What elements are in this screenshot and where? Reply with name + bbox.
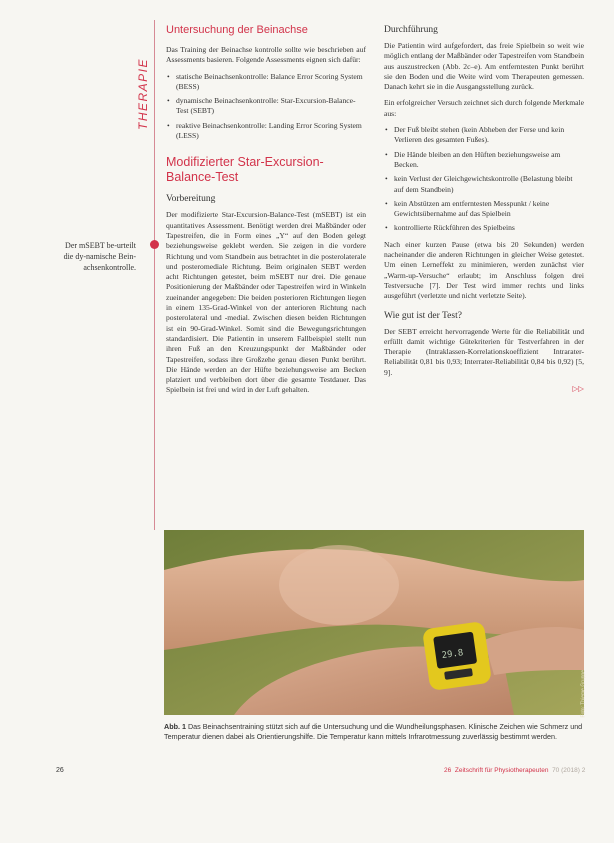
journal-year: 70 (2018) 2	[552, 767, 586, 774]
column-left	[166, 24, 366, 402]
heading-beinachse: Untersuchung der Beinachse	[166, 24, 308, 36]
heading-msebt: Modifizierter Star-Excursion-Balance-Test	[166, 155, 324, 185]
heading-durchfuehrung: Durchführung	[384, 25, 438, 35]
device-display: 29.8	[441, 648, 465, 662]
photo-illustration	[164, 530, 586, 718]
criteria-list	[384, 125, 584, 234]
assessment-list	[166, 72, 366, 142]
caption-label: Abb. 1	[164, 722, 186, 731]
list-item: • kein Abstützen am entferntesten Messpunkt / keine Gewichtsübernahme auf das Spielbein	[394, 199, 584, 220]
list-item: • kontrollierte Rückführen des Spielbeins	[394, 223, 584, 233]
margin-note: Der mSEBT be-urteilt die dy-namische Bein-achsenkontrolle.	[63, 241, 136, 272]
list-item: • Der Fuß bleibt stehen (kein Abheben der Ferse und kein Verlieren des gesamten Fußes).	[394, 125, 584, 146]
marker-dot	[150, 240, 159, 249]
footer-page: 26	[444, 767, 452, 774]
list-item: • reaktive Beinachsenkontrolle: Landing Error Scoring System (LESS)	[176, 121, 366, 142]
footer-journal	[444, 767, 585, 774]
figure-photo	[164, 530, 586, 718]
photo-credit: Foto: Thieme Gruppe	[580, 670, 586, 718]
paragraph: Ein erfolgreicher Versuch zeichnet sich durch folgende Merkmale aus:	[384, 98, 584, 118]
paragraph: Der SEBT erreicht hervorragende Werte für die Reliabilität und erfüllt damit wichtige Gütekriterien für Testverfahren in der Therapie (Intraklassen-Korrelationskoeffizient Intrarater-Reliabilität 0,81 bis 0,93; Interrater-Reliabilität 0,84 bis 0,92) [5, 9].	[384, 326, 584, 377]
column-right	[384, 24, 584, 394]
paragraph: Nach einer kurzen Pause (etwa bis 20 Sekunden) werden nacheinander die anderen Richtungen in gleicher Weise getestet. Um einen Lerneffekt zu minimieren, werden zunächst vier „Warm-up-Versuche“ erlaubt; im Anschluss folgen drei Testversuche [7]. Der Test wird immer rechts und links ausgeführt (verletzte und nicht verletzte Seite).	[384, 239, 584, 301]
paragraph: Die Patientin wird aufgefordert, das freie Spielbein so weit wie möglich entlang der Maßbänder oder Tapestreifen vom Standbein aus auszustrecken (Abb. 2c–e). Am entferntesten Punkt berührt sie den Boden und die Weite wird vom Therapeuten gemessen. Danach kehrt sie in die Ausgangsstellung zurück.	[384, 41, 584, 92]
heading-wie-gut: Wie gut ist der Test?	[384, 310, 462, 321]
margin-rule	[154, 20, 155, 530]
subheading-vorbereitung: Vorbereitung	[166, 194, 216, 205]
journal-name: Zeitschrift für Physiotherapeuten	[454, 767, 549, 774]
list-item: • Die Hände bleiben an den Hüften beziehungsweise am Becken.	[394, 150, 584, 171]
list-item: • statische Beinachsenkontrolle: Balance Error Scoring System (BESS)	[176, 72, 366, 93]
caption-text: Das Beinachsentraining stützt sich auf die Untersuchung und die Wundheilungsphasen. Klinische Zeichen wie Schmerz und Temperatur dienen dabei als Orientierungshilfe. Die Temperatur kann mittels Infrarotmessung zuverlässig bestimmt werden.	[164, 722, 583, 741]
intro-paragraph: Das Training der Beinachse kontrolle sollte wie beschrieben auf Assessments basieren. Folgende Assessments eignen sich dafür:	[166, 45, 366, 65]
figure-caption	[164, 722, 584, 742]
section-label: THERAPIE	[136, 57, 150, 130]
page-number: 26	[56, 767, 64, 774]
body-paragraph: Der modifizierte Star-Excursion-Balance-Test (mSEBT) ist ein quantitatives Assessment. Benötigt werden drei Maßbänder oder Tapestreifen, die in Form eines „Y“ auf den Boden gelegt beziehungsweise geklebt werden. Sie zeigen in die vordere Richtung und vom Standbein aus betrachtet in die posterolaterale und posteromediale Richtung. Beim originalen SEBT werden acht Richtungen getestet, beim mSEBT nur drei. Die genaue Positionierung der Maßbänder oder Tapestreifen wird in Winkeln zueinander angegeben: Die beiden posterioren Richtungen liegen in einem 135-Grad-Winkel von der anterioren Richtung nach posterolateral und -medial. Zwischen diesen beiden Richtungen ist ein 90-Grad-Winkel. Somit sind die Bewegungsrichtungen standardisiert. Die Patientin in unserem Fallbeispiel stellt nun ihren Fuß an den Kreuzungspunkt der Maßbänder oder Tapestreifen, sodass ihre Großzehe genau diesen Punkt berührt. Die Hände werden an der Hüfte beziehungsweise am Becken platziert und verbleiben dort über die gesamte Testdauer. Das Spielbein ist frei und wird in der Luft gehalten.	[166, 210, 366, 395]
list-item: • dynamische Beinachsenkontrolle: Star-Excursion-Balance-Test (SEBT)	[176, 96, 366, 117]
list-item: • kein Verlust der Gleichgewichtskontrolle (Belastung bleibt auf dem Standbein)	[394, 174, 584, 195]
continue-arrow: ▷▷	[572, 384, 584, 394]
